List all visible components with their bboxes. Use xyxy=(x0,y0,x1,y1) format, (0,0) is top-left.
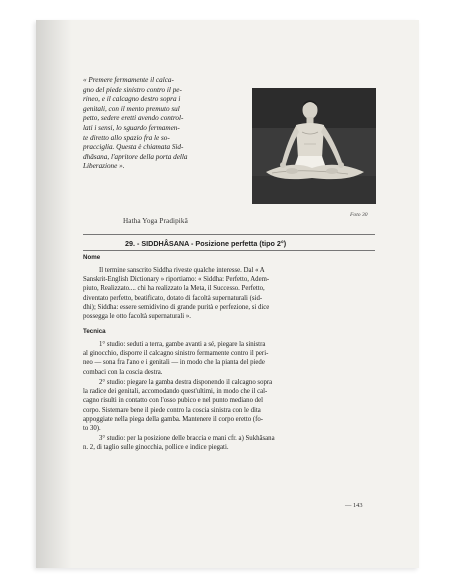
tecnica-line: al ginocchio, disporre il calcagno sinistro fermamente contro il peri- xyxy=(83,350,269,358)
quote-line: Liberazione ». xyxy=(83,162,125,171)
page-number: — 143 xyxy=(345,502,363,509)
quote-line: dhâsana, l'apritore della porta della xyxy=(83,152,188,161)
photo-caption: Foto 30 xyxy=(350,212,368,218)
tecnica-line: 2° studio: piegare la gamba destra disponendo il calcagno sopra xyxy=(99,379,273,386)
nome-paragraph xyxy=(83,266,375,321)
nome-heading: Nome xyxy=(83,254,101,261)
nome-line: Il termine sanscrito Siddha riveste qualche interesse. Dal « A xyxy=(99,267,265,274)
tecnica-line: n. 2, di taglio sulle ginocchia, pollice e indice piegati. xyxy=(83,444,229,452)
section-rule-top xyxy=(83,234,375,235)
tecnica-line: to 30). xyxy=(83,425,101,433)
quote-line: gno del piede sinistro contro il pe- xyxy=(83,85,182,94)
tecnica-step-1 xyxy=(83,340,375,377)
tecnica-line: corpo. Sistemare bene il piede contro la coscia sinistra con le dita xyxy=(83,406,261,414)
tecnica-line: la radice dei genitali, accomodando quest'ultimi, in modo che il cal- xyxy=(83,388,268,396)
seated-figure-illustration xyxy=(252,88,376,204)
nome-line: piuto, Realizzato.... chi ha realizzato la Meta, il Successo. Perfetto, xyxy=(83,285,265,293)
tecnica-step-2 xyxy=(83,378,375,433)
epigraph-quote xyxy=(83,76,233,172)
quote-line: pracciglia. Questa è chiamata Sid- xyxy=(83,143,184,152)
section-title: 29. - SIDDHÂSANA - Posizione perfetta (tipo 2°) xyxy=(125,239,287,248)
section-rule-bottom xyxy=(83,250,375,251)
tecnica-line: cagno risulti in contatto con l'osso pubico e nel punto mediano del xyxy=(83,397,263,405)
quote-line: genitali, con il mento premuto sul xyxy=(83,104,180,113)
nome-line: diventato perfetto, beatificato, dotato di facoltà supernaturali (sid- xyxy=(83,294,263,302)
tecnica-line: 1° studio: seduti a terra, gambe avanti a sé, piegare la sinistra xyxy=(99,341,266,348)
quote-line: petto, sedere eretti avendo control- xyxy=(83,114,184,123)
tecnica-line: neo — sona fra l'ano e i genitali — in modo che la pianta del piede xyxy=(83,359,265,367)
quote-line: « Premere fermamente il calca- xyxy=(83,76,174,84)
quote-source: Hatha Yoga Pradipikâ xyxy=(123,217,188,225)
nome-line: Sanskrit-English Dictionary » riportiamo: « Siddha: Perfetto, Adem- xyxy=(83,276,270,284)
tecnica-line: 3° studio: per la posizione delle braccia e mani cfr. a) Sukhâsana xyxy=(99,435,275,442)
quote-line: rineo, e il calcagno destro sopra i xyxy=(83,95,181,104)
nome-line: possegga le otto facoltà supernaturali ». xyxy=(83,313,191,321)
quote-line: lati i sensi, lo sguardo fermamen- xyxy=(83,123,180,132)
tecnica-line: combaci con la coscia destra. xyxy=(83,368,163,376)
quote-line: te diretto allo spazio fra le so- xyxy=(83,133,170,142)
tecnica-heading: Tecnica xyxy=(83,328,106,335)
nome-line: dhi); Siddha: essere semidivino di grande purità e perfezione, si dice xyxy=(83,303,270,311)
siddhasana-photo xyxy=(252,88,376,204)
tecnica-step-3 xyxy=(83,434,375,452)
tecnica-line: appoggiate nella piega della gamba. Mantenere il corpo eretto (fo- xyxy=(83,415,264,423)
